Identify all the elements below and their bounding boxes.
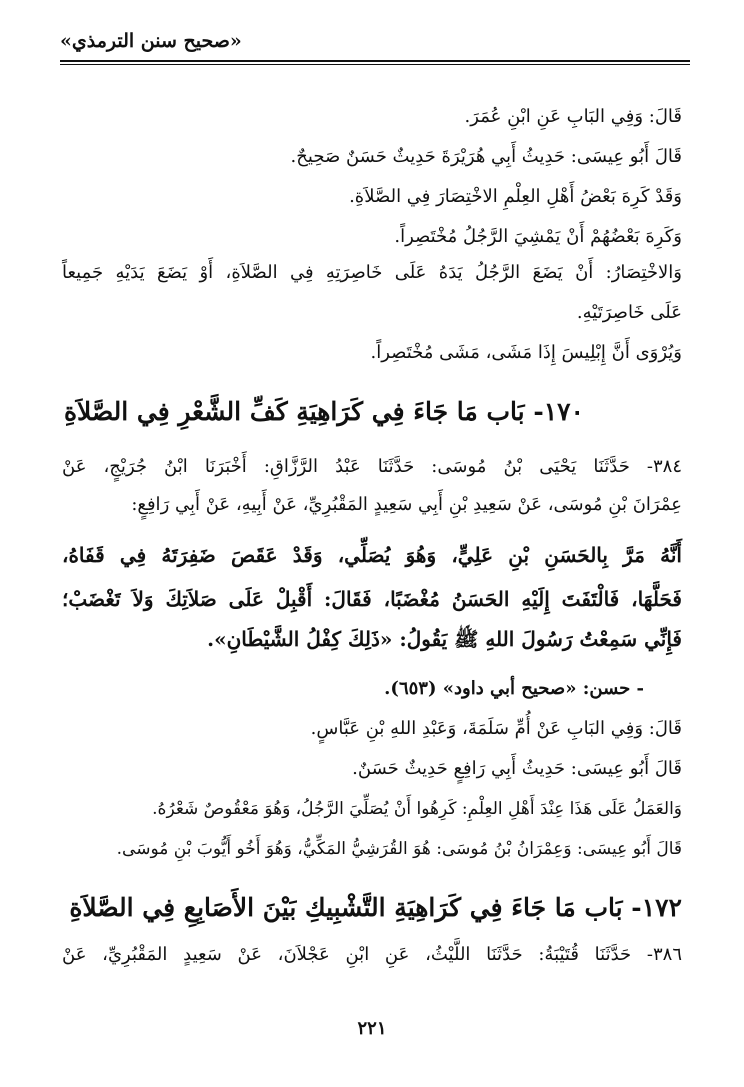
page-number: ٢٢١: [357, 1018, 387, 1039]
text-line: وَيُرْوَى أَنَّ إِبْلِيسَ إِذَا مَشَى، مَشَى مُخْتَصِراً.: [370, 342, 682, 363]
text-line: قَالَ أَبُو عِيسَى: وَعِمْرَانُ بْنُ مُوسَى: هُوَ القُرَشِيُّ المَكِّيُّ، وَهُوَ أَخُو أَيُّوبَ بْنِ مُوسَى.: [116, 839, 682, 859]
chapter-heading: ١٧٢- بَاب مَا جَاءَ فِي كَرَاهِيَةِ التَّشْبِيكِ بَيْنَ الأَصَابِعِ فِي الصَّلاَةِ: [69, 893, 682, 922]
text-line: قَالَ أَبُو عِيسَى: حَدِيثُ أَبِي هُرَيْرَةَ حَدِيثٌ حَسَنٌ صَحِيحٌ.: [290, 146, 682, 167]
text-line: وَقَدْ كَرِهَ بَعْضُ أَهْلِ العِلْمِ الاخْتِصَارَ فِي الصَّلاَةِ.: [349, 186, 682, 207]
text-line: ٣٨٤- حَدَّثَنَا يَحْيَى بْنُ مُوسَى: حَدَّثَنَا عَبْدُ الرَّزَّاقِ: أَخْبَرَنَا ابْنُ جُرَيْجٍ، عَنْ: [62, 456, 682, 477]
text-line: قَالَ: وَفِي البَابِ عَنِ ابْنِ عُمَرَ.: [464, 106, 682, 127]
text-line: وَكَرِهَ بَعْضُهُمْ أَنْ يَمْشِيَ الرَّجُلُ مُخْتَصِراً.: [394, 226, 682, 247]
text-line: عِمْرَانَ بْنِ مُوسَى، عَنْ سَعِيدِ بْنِ أَبِي سَعِيدٍ المَقْبُرِيِّ، عَنْ أَبِيهِ، عَنْ أَبِي رَافِعٍ:: [131, 494, 682, 515]
hadith-text-line: فَإِنِّي سَمِعْتُ رَسُولَ اللهِ ﷺ يَقُولُ: «ذَلِكَ كِفْلُ الشَّيْطَانِ».: [207, 627, 682, 651]
hadith-text-line: أَنَّهُ مَرَّ بِالحَسَنِ بْنِ عَلِيٍّ، وَهُوَ يُصَلِّي، وَقَدْ عَقَصَ ضَفِرَتَهُ فِي قَفَاهُ،: [62, 543, 682, 567]
text-line: عَلَى خَاصِرَتَيْهِ.: [576, 302, 682, 323]
text-line: قَالَ: وَفِي البَابِ عَنْ أُمِّ سَلَمَةَ، وَعَبْدِ اللهِ بْنِ عَبَّاسٍ.: [310, 718, 682, 739]
text-line: ٣٨٦- حَدَّثَنَا قُتَيْبَةُ: حَدَّثَنَا اللَّيْثُ، عَنِ ابْنِ عَجْلاَنَ، عَنْ سَعِيدٍ المَقْبُرِيِّ، عَنْ: [62, 944, 682, 965]
hadith-text-line: فَحَلَّهَا، فَالْتَفَتَ إِلَيْهِ الحَسَنُ مُغْضَبًا، فَقَالَ: أَقْبِلْ عَلَى صَلاَتِكَ وَلاَ تَغْضَبْ؛: [62, 587, 682, 611]
text-line: وَالعَمَلُ عَلَى هَذَا عِنْدَ أَهْلِ العِلْمِ: كَرِهُوا أَنْ يُصَلِّيَ الرَّجُلُ، وَهُوَ مَعْقُوصٌ شَعْرُهُ.: [152, 799, 682, 819]
running-header: «صحيح سنن الترمذي»: [60, 30, 242, 52]
header-rule-thin: [60, 64, 690, 65]
chapter-heading: ١٧٠- بَاب مَا جَاءَ فِي كَرَاهِيَةِ كَفِّ الشَّعْرِ فِي الصَّلاَةِ: [63, 397, 584, 426]
text-line: وَالاخْتِصَارُ: أَنْ يَضَعَ الرَّجُلُ يَدَهُ عَلَى خَاصِرَتِهِ فِي الصَّلاَةِ، أَوْ يَضَعَ يَدَيْهِ جَمِيعاً: [62, 262, 682, 283]
header-rule: [60, 60, 690, 62]
text-line: قَالَ أَبُو عِيسَى: حَدِيثُ أَبِي رَافِعٍ حَدِيثٌ حَسَنٌ.: [352, 758, 682, 779]
grading-line: - حسن: «صحيح أبي داود» (٦٥٣).: [384, 678, 644, 699]
